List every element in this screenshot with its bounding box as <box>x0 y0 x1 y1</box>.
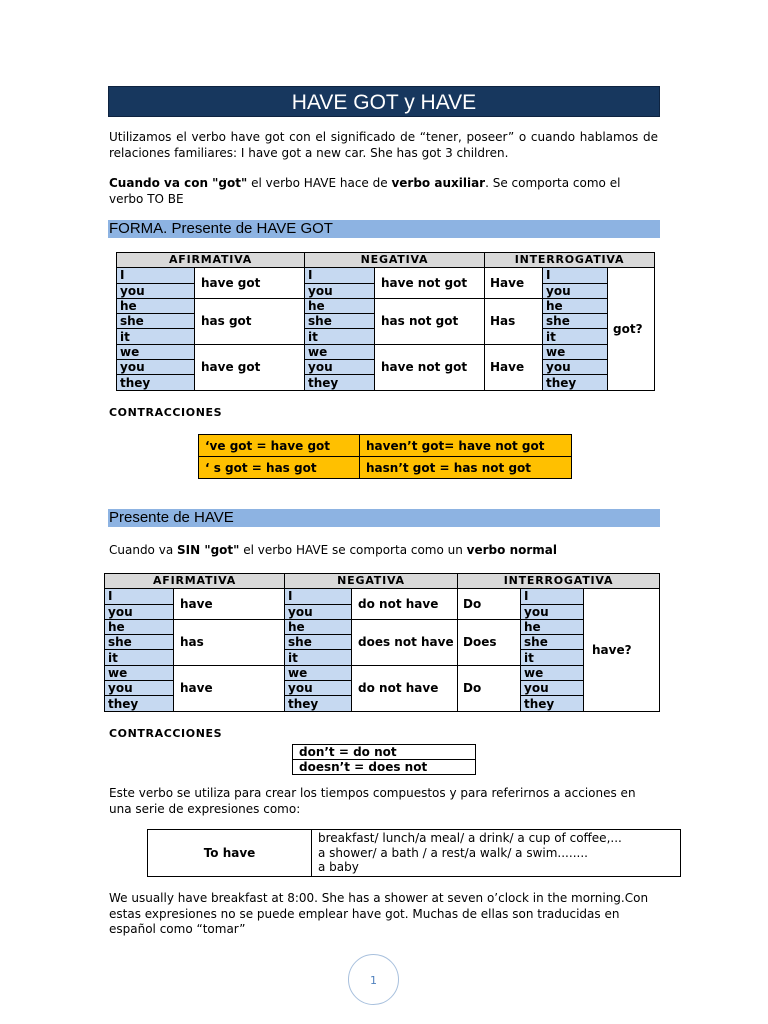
pronoun-cell: you <box>543 360 608 375</box>
pronoun-cell: it <box>305 329 375 344</box>
table-row <box>105 665 660 680</box>
auxiliary-note-end: . Se comporta como el verbo TO BE <box>109 176 621 206</box>
table-row <box>117 298 655 313</box>
contraction-cell: doesn’t = does not <box>293 760 476 775</box>
pronoun-cell: you <box>543 283 608 298</box>
pronoun-cell: I <box>305 268 375 283</box>
affirmative-form: have <box>174 589 285 620</box>
pronoun-cell: I <box>117 268 195 283</box>
pronoun-cell: we <box>285 665 352 680</box>
have-got-contractions-table <box>198 434 572 479</box>
pronoun-cell: you <box>285 681 352 696</box>
pronoun-cell: they <box>543 375 608 390</box>
contraction-cell: ‘ s got = has got <box>199 457 360 479</box>
pronoun-cell: he <box>305 298 375 313</box>
table-row <box>293 760 476 775</box>
pronoun-cell: it <box>117 329 195 344</box>
expression-list <box>312 830 681 877</box>
auxiliary-note <box>109 176 658 207</box>
interrogative-ending: got? <box>608 268 655 390</box>
pronoun-cell: he <box>117 298 195 313</box>
pronoun-cell: you <box>117 283 195 298</box>
negative-form: have not got <box>375 344 485 390</box>
pronoun-cell: she <box>521 635 584 650</box>
header-affirmative: AFIRMATIVA <box>105 574 285 589</box>
pronoun-cell: they <box>285 696 352 711</box>
pronoun-cell: we <box>521 665 584 680</box>
pronoun-cell: I <box>543 268 608 283</box>
have-conjugation-table <box>104 573 660 712</box>
table-row <box>105 619 660 634</box>
negative-form: has not got <box>375 298 485 344</box>
pronoun-cell: it <box>521 650 584 665</box>
header-interrogative: INTERROGATIVA <box>458 574 660 589</box>
expression-label: To have <box>148 830 312 877</box>
have-note <box>109 543 658 559</box>
affirmative-form: have <box>174 665 285 711</box>
table-row <box>117 268 655 283</box>
pronoun-cell: he <box>285 619 352 634</box>
pronoun-cell: it <box>543 329 608 344</box>
pronoun-cell: he <box>105 619 174 634</box>
pronoun-cell: you <box>105 681 174 696</box>
have-note-text: Cuando va <box>109 543 177 557</box>
pronoun-cell: she <box>285 635 352 650</box>
interrogative-auxiliary: Have <box>485 268 543 299</box>
pronoun-cell: I <box>105 589 174 604</box>
pronoun-cell: he <box>521 619 584 634</box>
table-row <box>199 457 572 479</box>
section-heading-have: Presente de HAVE <box>108 509 660 527</box>
pronoun-cell: they <box>521 696 584 711</box>
affirmative-form: has got <box>195 298 305 344</box>
negative-form: have not got <box>375 268 485 299</box>
affirmative-form: have got <box>195 344 305 390</box>
pronoun-cell: we <box>543 344 608 359</box>
have-note-middle: el verbo HAVE se comporta como un <box>239 543 467 557</box>
intro-paragraph: Utilizamos el verbo have got con el significado de “tener, poseer” o cuando hablamos de relaciones familiares: I have got a new car. She has got 3 children. <box>109 130 658 160</box>
to-have-expressions-table <box>147 829 681 877</box>
contraction-cell: ‘ve got = have got <box>199 435 360 457</box>
closing-paragraph: We usually have breakfast at 8:00. She has a shower at seven o’clock in the morning.Con estas expresiones no se puede emplear have got. Muchas de ellas son traducidas en español como “tomar” <box>109 891 649 936</box>
pronoun-cell: it <box>285 650 352 665</box>
expressions-intro: Este verbo se utiliza para crear los tiempos compuestos y para referirnos a acciones en una serie de expresiones como: <box>109 786 636 816</box>
interrogative-auxiliary: Does <box>458 619 521 665</box>
contraction-cell: don’t = do not <box>293 745 476 760</box>
table-header-row <box>105 574 660 589</box>
table-row <box>148 830 681 877</box>
expression-line: a shower/ a bath / a rest/a walk/ a swim........ <box>318 845 588 860</box>
pronoun-cell: she <box>105 635 174 650</box>
have-got-conjugation-table <box>116 252 655 391</box>
pronoun-cell: you <box>105 604 174 619</box>
auxiliary-note-bold-term: verbo auxiliar <box>391 176 486 190</box>
page-title: HAVE GOT y HAVE <box>108 86 660 117</box>
table-row <box>105 589 660 604</box>
have-contractions-table <box>292 744 476 775</box>
pronoun-cell: she <box>305 314 375 329</box>
pronoun-cell: we <box>305 344 375 359</box>
contractions-heading: CONTRACCIONES <box>109 406 223 419</box>
affirmative-form: have got <box>195 268 305 299</box>
pronoun-cell: I <box>521 589 584 604</box>
table-row <box>199 435 572 457</box>
negative-form: do not have <box>352 589 458 620</box>
pronoun-cell: it <box>105 650 174 665</box>
expression-line: breakfast/ lunch/a meal/ a drink/ a cup of coffee,... <box>318 831 622 845</box>
interrogative-auxiliary: Do <box>458 589 521 620</box>
expression-line: a baby <box>318 860 359 874</box>
negative-form: do not have <box>352 665 458 711</box>
negative-form: does not have <box>352 619 458 665</box>
header-negative: NEGATIVA <box>305 253 485 268</box>
pronoun-cell: I <box>285 589 352 604</box>
pronoun-cell: you <box>285 604 352 619</box>
table-header-row <box>117 253 655 268</box>
affirmative-form: has <box>174 619 285 665</box>
interrogative-ending: have? <box>584 589 660 711</box>
table-row <box>293 745 476 760</box>
contraction-cell: haven’t got= have not got <box>360 435 572 457</box>
pronoun-cell: she <box>543 314 608 329</box>
pronoun-cell: you <box>117 360 195 375</box>
interrogative-auxiliary: Have <box>485 344 543 390</box>
pronoun-cell: they <box>105 696 174 711</box>
interrogative-auxiliary: Has <box>485 298 543 344</box>
section-heading-have-got: FORMA. Presente de HAVE GOT <box>108 220 660 238</box>
interrogative-auxiliary: Do <box>458 665 521 711</box>
pronoun-cell: we <box>117 344 195 359</box>
pronoun-cell: they <box>117 375 195 390</box>
header-affirmative: AFIRMATIVA <box>117 253 305 268</box>
pronoun-cell: she <box>117 314 195 329</box>
pronoun-cell: we <box>105 665 174 680</box>
header-interrogative: INTERROGATIVA <box>485 253 655 268</box>
pronoun-cell: you <box>521 604 584 619</box>
have-note-bold-term: verbo normal <box>466 543 557 557</box>
page-number: 1 <box>348 954 399 1005</box>
pronoun-cell: you <box>305 283 375 298</box>
pronoun-cell: you <box>521 681 584 696</box>
pronoun-cell: you <box>305 360 375 375</box>
have-note-bold: SIN "got" <box>177 543 240 557</box>
contraction-cell: hasn’t got = has not got <box>360 457 572 479</box>
header-negative: NEGATIVA <box>285 574 458 589</box>
contractions-heading: CONTRACCIONES <box>109 727 223 740</box>
table-row <box>117 344 655 359</box>
auxiliary-note-text: el verbo HAVE hace de <box>247 176 392 190</box>
pronoun-cell: he <box>543 298 608 313</box>
pronoun-cell: they <box>305 375 375 390</box>
auxiliary-note-bold-lead: Cuando va con "got" <box>109 176 248 190</box>
